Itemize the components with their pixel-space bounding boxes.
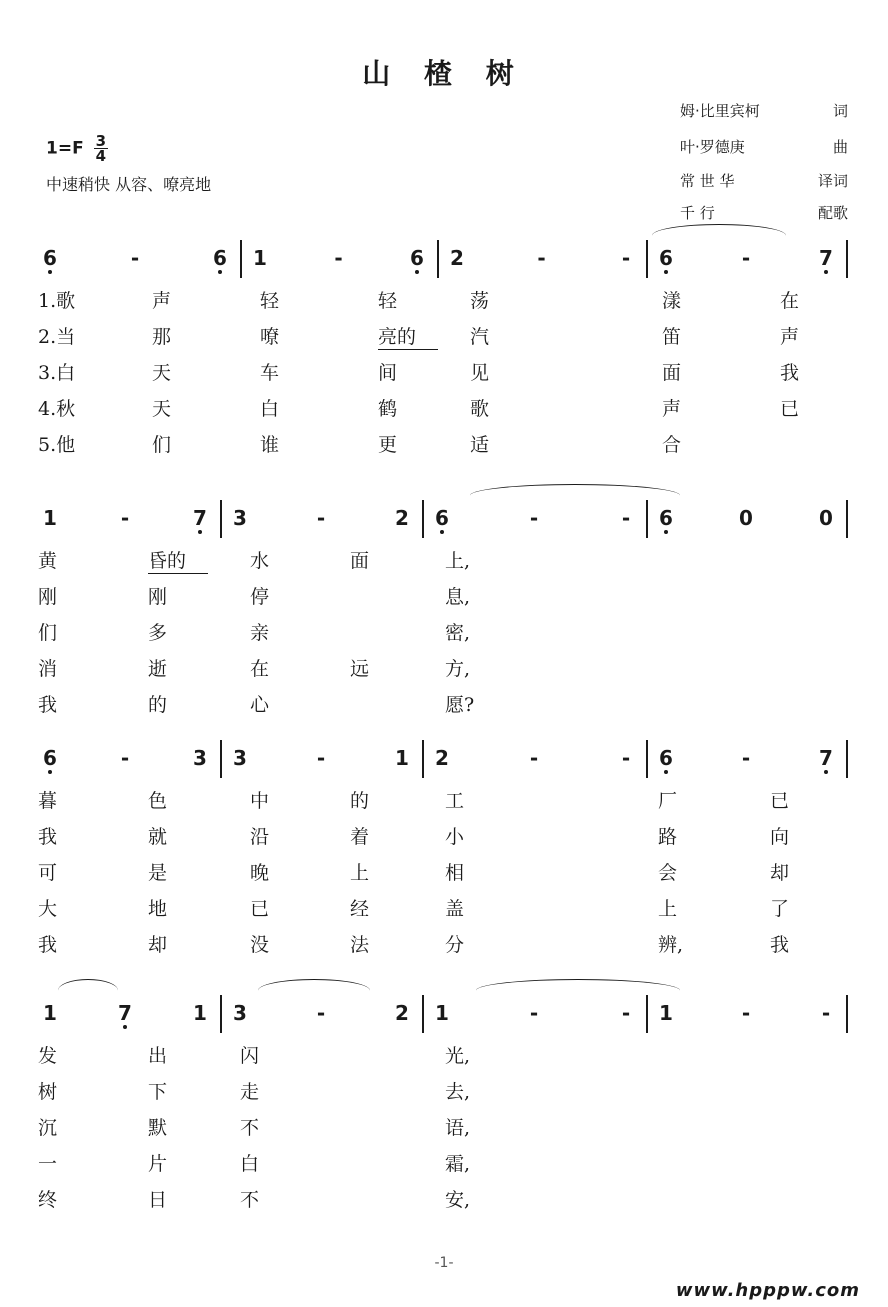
note: 7 [188, 506, 212, 530]
lyric-syllable: 已 [780, 398, 800, 420]
lyric-syllable: 多 [148, 622, 168, 644]
system-1 [40, 240, 850, 460]
lyric-syllable: 不 [240, 1117, 260, 1139]
lyric-syllable: 了 [770, 898, 790, 920]
lyric-syllable: 刚 [148, 586, 168, 608]
lyric-syllable: 息, [445, 586, 471, 608]
lyric-syllable: 会 [658, 862, 678, 884]
time-numerator: 3 [95, 132, 107, 150]
credit-name: 千 行 [680, 204, 715, 222]
lyric-syllable: 就 [148, 826, 168, 848]
note: 6 [405, 246, 429, 270]
extension-dash: - [821, 1001, 831, 1025]
barline [846, 240, 848, 278]
lyric-syllable: 车 [260, 362, 280, 384]
lyric-syllable: 我 [780, 362, 800, 384]
extension-dash: - [741, 746, 751, 770]
note: 1 [43, 1001, 57, 1025]
lyric-syllable: 间 [378, 362, 398, 384]
lyric-syllable: 已 [770, 790, 790, 812]
lyric-syllable: 合 [662, 434, 682, 456]
barline [437, 240, 439, 278]
extension-dash: - [621, 246, 631, 270]
lyric-verse-5 [40, 924, 850, 960]
lyric-syllable: 中 [250, 790, 270, 812]
lyric-syllable: 昏的 [148, 546, 208, 574]
note: 6 [654, 746, 678, 770]
credit-translator [680, 170, 848, 191]
lyric-syllable: 汽 [470, 326, 490, 348]
lyric-syllable: 水 [250, 550, 270, 572]
lyric-syllable: 终 [38, 1189, 58, 1211]
credit-name: 常 世 华 [680, 172, 735, 190]
notation-row [40, 740, 850, 780]
barline [646, 240, 648, 278]
lyric-syllable: 嘹 [260, 326, 280, 348]
note: 2 [395, 1001, 409, 1025]
extension-dash: - [316, 746, 326, 770]
lyric-syllable: 地 [148, 898, 168, 920]
note: 6 [430, 506, 454, 530]
lyric-syllable: 去, [445, 1081, 471, 1103]
lyric-syllable: 沿 [250, 826, 270, 848]
extension-dash: - [334, 246, 343, 270]
lyric-syllable: 轻 [260, 290, 280, 312]
lyric-syllable: 歌 [470, 398, 490, 420]
barline [846, 500, 848, 538]
note: 0 [739, 506, 753, 530]
note: 3 [233, 1001, 247, 1025]
extension-dash: - [120, 746, 130, 770]
lyric-syllable: 语, [445, 1117, 471, 1139]
note: 1 [193, 1001, 207, 1025]
lyric-syllable: 可 [38, 862, 58, 884]
note: 2 [450, 246, 464, 270]
extension-dash: - [741, 246, 751, 270]
credit-role: 译词 [817, 172, 848, 190]
song-title: 山 楂 树 [362, 57, 526, 90]
lyric-syllable: 日 [148, 1189, 168, 1211]
lyric-syllable: 愿? [445, 694, 475, 716]
lyric-syllable: 向 [770, 826, 790, 848]
lyric-verse-2 [40, 816, 850, 852]
lyric-syllable: 白 [260, 398, 280, 420]
lyric-syllable: 厂 [658, 790, 678, 812]
lyric-verse-1 [40, 1035, 850, 1071]
lyric-syllable: 2.当 [38, 326, 76, 348]
time-denominator: 4 [95, 147, 107, 165]
extension-dash: - [621, 746, 631, 770]
lyric-syllable: 停 [250, 586, 270, 608]
time-signature [94, 134, 108, 163]
page-number: -1- [434, 1255, 454, 1271]
tie-slur [652, 224, 786, 247]
website-watermark: www.hpppw.com [675, 1280, 860, 1301]
lyric-syllable: 白 [240, 1153, 260, 1175]
lyric-syllable: 色 [148, 790, 168, 812]
lyric-verse-5 [40, 424, 850, 460]
lyric-syllable: 却 [770, 862, 790, 884]
lyric-syllable: 密, [445, 622, 471, 644]
lyric-syllable: 上, [445, 550, 471, 572]
lyric-verse-3 [40, 1107, 850, 1143]
lyric-verse-1 [40, 780, 850, 816]
lyric-syllable: 更 [378, 434, 398, 456]
lyric-syllable: 发 [38, 1045, 58, 1067]
lyric-syllable: 走 [240, 1081, 260, 1103]
lyric-syllable: 面 [662, 362, 682, 384]
extension-dash: - [529, 746, 539, 770]
tempo-marking: 中速稍快 从容、嘹亮地 [46, 175, 212, 194]
extension-dash: - [316, 1001, 326, 1025]
lyric-syllable: 声 [152, 290, 172, 312]
credit-role: 配歌 [817, 204, 848, 222]
lyric-syllable: 方, [445, 658, 471, 680]
note: 1 [253, 246, 267, 270]
note: 2 [435, 746, 449, 770]
lyric-verse-4 [40, 648, 850, 684]
lyric-verse-1 [40, 280, 850, 316]
notation-row [40, 500, 850, 540]
lyric-syllable: 1.歌 [38, 290, 76, 312]
barline [846, 995, 848, 1033]
lyric-syllable: 声 [662, 398, 682, 420]
lyric-syllable: 我 [38, 694, 58, 716]
lyric-syllable: 在 [250, 658, 270, 680]
barline [220, 740, 222, 778]
barline [422, 740, 424, 778]
lyric-syllable: 亲 [250, 622, 270, 644]
lyric-syllable: 下 [148, 1081, 168, 1103]
extension-dash: - [537, 246, 546, 270]
lyric-syllable: 默 [148, 1117, 168, 1139]
lyric-syllable: 闪 [240, 1045, 260, 1067]
lyric-verse-4 [40, 388, 850, 424]
note: 1 [395, 746, 409, 770]
lyric-syllable: 法 [350, 934, 370, 956]
lyric-syllable: 不 [240, 1189, 260, 1211]
lyric-verse-1 [40, 540, 850, 576]
lyric-syllable: 笛 [662, 326, 682, 348]
lyric-syllable: 的 [350, 790, 370, 812]
lyric-syllable: 轻 [378, 290, 398, 312]
lyric-syllable: 亮的 [378, 322, 438, 350]
lyric-syllable: 沉 [38, 1117, 58, 1139]
extension-dash: - [130, 246, 140, 270]
note: 1 [43, 506, 57, 530]
lyric-syllable: 霜, [445, 1153, 471, 1175]
lyric-syllable: 着 [350, 826, 370, 848]
lyric-verse-3 [40, 612, 850, 648]
lyric-syllable: 的 [148, 694, 168, 716]
note: 6 [654, 246, 678, 270]
lyric-verse-2 [40, 576, 850, 612]
lyric-syllable: 没 [250, 934, 270, 956]
note: 2 [395, 506, 409, 530]
extension-dash: - [621, 506, 631, 530]
lyric-syllable: 谁 [260, 434, 280, 456]
notation-row [40, 240, 850, 280]
note: 6 [38, 246, 62, 270]
lyric-syllable: 声 [780, 326, 800, 348]
lyric-syllable: 天 [152, 362, 172, 384]
lyric-verse-4 [40, 1143, 850, 1179]
lyric-syllable: 却 [148, 934, 168, 956]
extension-dash: - [741, 1001, 751, 1025]
credit-role: 词 [832, 102, 848, 120]
extension-dash: - [316, 506, 326, 530]
note: 6 [654, 506, 678, 530]
barline [220, 500, 222, 538]
lyric-syllable: 光, [445, 1045, 471, 1067]
lyric-syllable: 工 [445, 790, 465, 812]
lyric-syllable: 我 [38, 826, 58, 848]
tie-slur [58, 979, 118, 1002]
note: 1 [435, 1001, 449, 1025]
lyric-syllable: 经 [350, 898, 370, 920]
lyric-syllable: 面 [350, 550, 370, 572]
lyric-syllable: 天 [152, 398, 172, 420]
lyric-syllable: 盖 [445, 898, 465, 920]
lyric-verse-5 [40, 684, 850, 720]
system-2 [40, 500, 850, 720]
lyric-syllable: 暮 [38, 790, 58, 812]
key-signature [46, 134, 108, 163]
note: 7 [113, 1001, 137, 1025]
lyric-syllable: 刚 [38, 586, 58, 608]
tie-slur [476, 979, 680, 1002]
note: 3 [193, 746, 207, 770]
lyric-syllable: 我 [770, 934, 790, 956]
credit-role: 曲 [832, 138, 848, 156]
lyric-syllable: 那 [152, 326, 172, 348]
note: 6 [208, 246, 232, 270]
lyric-syllable: 上 [350, 862, 370, 884]
barline [846, 740, 848, 778]
lyric-syllable: 4.秋 [38, 398, 76, 420]
note: 7 [814, 746, 838, 770]
lyric-syllable: 逝 [148, 658, 168, 680]
lyric-verse-5 [40, 1179, 850, 1215]
credit-composer [680, 136, 848, 157]
lyric-syllable: 树 [38, 1081, 58, 1103]
lyric-syllable: 在 [780, 290, 800, 312]
lyric-verse-2 [40, 316, 850, 352]
lyric-syllable: 5.他 [38, 434, 76, 456]
lyric-syllable: 消 [38, 658, 58, 680]
lyric-syllable: 心 [250, 694, 270, 716]
lyric-syllable: 路 [658, 826, 678, 848]
lyric-syllable: 漾 [662, 290, 682, 312]
note: 3 [233, 506, 247, 530]
tie-slur [470, 484, 680, 507]
extension-dash: - [120, 506, 130, 530]
lyric-syllable: 适 [470, 434, 490, 456]
lyric-verse-4 [40, 888, 850, 924]
lyric-syllable: 们 [152, 434, 172, 456]
lyric-syllable: 相 [445, 862, 465, 884]
extension-dash: - [529, 506, 539, 530]
extension-dash: - [621, 1001, 631, 1025]
lyric-syllable: 晚 [250, 862, 270, 884]
lyric-syllable: 见 [470, 362, 490, 384]
tie-slur [258, 979, 370, 1002]
barline [646, 740, 648, 778]
credit-arranger [680, 202, 848, 223]
barline [240, 240, 242, 278]
lyric-syllable: 安, [445, 1189, 471, 1211]
lyric-syllable: 是 [148, 862, 168, 884]
lyric-verse-2 [40, 1071, 850, 1107]
system-4 [40, 995, 850, 1215]
note: 3 [233, 746, 247, 770]
lyric-syllable: 鹤 [378, 398, 398, 420]
barline [422, 500, 424, 538]
lyric-syllable: 们 [38, 622, 58, 644]
lyric-syllable: 已 [250, 898, 270, 920]
lyric-syllable: 黄 [38, 550, 58, 572]
lyric-syllable: 一 [38, 1153, 58, 1175]
note: 0 [819, 506, 833, 530]
lyric-syllable: 我 [38, 934, 58, 956]
lyric-syllable: 小 [445, 826, 465, 848]
credit-name: 叶·罗德庚 [680, 138, 745, 156]
lyric-syllable: 出 [148, 1045, 168, 1067]
lyric-syllable: 远 [350, 658, 370, 680]
system-3 [40, 740, 850, 960]
lyric-verse-3 [40, 352, 850, 388]
key-label: 1=F [46, 138, 84, 159]
lyric-verse-3 [40, 852, 850, 888]
note: 7 [814, 246, 838, 270]
credit-lyricist [680, 100, 848, 121]
lyric-syllable: 荡 [470, 290, 490, 312]
extension-dash: - [529, 1001, 539, 1025]
barline [422, 995, 424, 1033]
lyric-syllable: 上 [658, 898, 678, 920]
lyric-syllable: 3.白 [38, 362, 76, 384]
notation-row [40, 995, 850, 1035]
lyric-syllable: 辨, [658, 934, 684, 956]
lyric-syllable: 大 [38, 898, 58, 920]
credit-name: 姆·比里宾柯 [680, 102, 760, 120]
barline [220, 995, 222, 1033]
lyric-syllable: 分 [445, 934, 465, 956]
note: 1 [659, 1001, 673, 1025]
lyric-syllable: 片 [148, 1153, 168, 1175]
note: 6 [38, 746, 62, 770]
